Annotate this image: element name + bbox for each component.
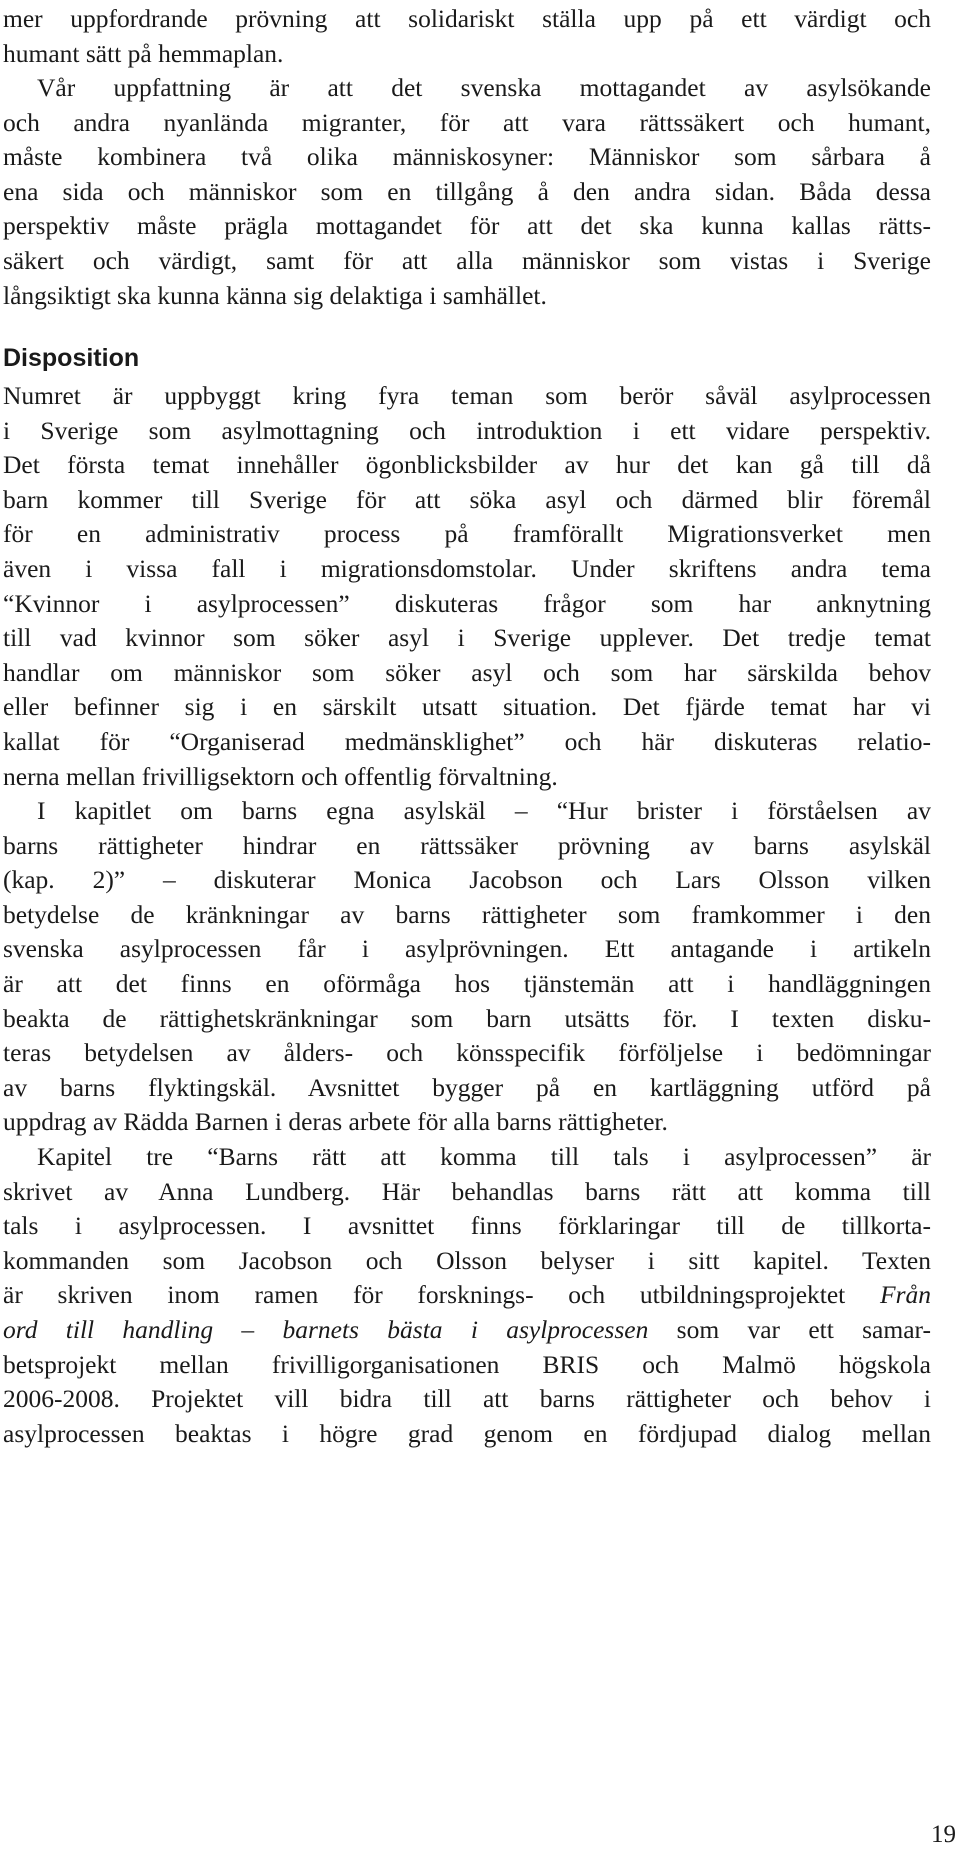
text-line: måste kombinera två olika människosyner: Människor som sårbara å — [3, 142, 931, 172]
text-line: för en administrativ process på framförallt Migrationsverket men — [3, 519, 931, 549]
text-line: betydelse de kränkningar av barns rättigheter som framkommer i den — [3, 899, 931, 929]
text-line: Det första temat innehåller ögonblicksbilder av hur det kan gå till då — [3, 450, 931, 480]
text-line: barns rättigheter hindrar en rättssäker prövning av barns asylskäl — [3, 830, 931, 860]
text-line: är att det finns en oförmåga hos tjänstemän att i handläggningen — [3, 968, 931, 998]
section-heading: Disposition — [3, 344, 140, 372]
text-line — [3, 1313, 931, 1348]
text-line: humant sätt på hemmaplan. — [3, 38, 284, 68]
text-line: Numret är uppbyggt kring fyra teman som berör såväl asylprocessen — [3, 381, 931, 410]
text-line: i Sverige som asylmottagning och introduktion i ett vidare perspektiv. — [3, 415, 931, 445]
text-line: “Kvinnor i asylprocessen” diskuteras frågor som har anknytning — [3, 588, 931, 618]
text-line: mer uppfordrande prövning att solidariskt ställa upp på ett värdigt och — [3, 4, 931, 33]
text-line: perspektiv måste prägla mottagandet för att det ska kunna kallas rätts- — [3, 211, 931, 241]
text-line: kommanden som Jacobson och Olsson belyser i sitt kapitel. Texten — [3, 1245, 931, 1275]
text-line: beakta de rättighetskränkningar som barn utsätts för. I texten disku- — [3, 1003, 931, 1033]
project-title-italic: ord till handling – barnets bästa i asylprocessen — [3, 1314, 649, 1344]
text-line: nerna mellan frivilligsektorn och offentlig förvaltning. — [3, 761, 558, 791]
text-line: eller befinner sig i en särskilt utsatt situation. Det fjärde temat har vi — [3, 692, 931, 722]
text-line: ena sida och människor som en tillgång å den andra sidan. Båda dessa — [3, 176, 931, 206]
text-line: svenska asylprocessen får i asylprövningen. Ett antagande i artikeln — [3, 934, 931, 964]
text-line: betsprojekt mellan frivilligorganisationen BRIS och Malmö högskola — [3, 1349, 931, 1379]
text-line: handlar om människor som söker asyl och som har särskilda behov — [3, 657, 931, 687]
text-segment: är skriven inom ramen för forsknings- och utbildningsprojektet — [3, 1280, 880, 1310]
page-number: 19 — [931, 1821, 956, 1848]
project-title-italic: Från — [880, 1280, 931, 1310]
text-line — [3, 1278, 931, 1313]
text-line: tals i asylprocessen. I avsnittet finns förklaringar till de tillkorta- — [3, 1211, 931, 1241]
text-line: I kapitlet om barns egna asylskäl – “Hur brister i förståelsen av — [37, 796, 931, 825]
text-segment: som var ett samar- — [648, 1314, 931, 1344]
text-line: säkert och värdigt, samt för att alla människor som vistas i Sverige — [3, 245, 931, 275]
text-line: skrivet av Anna Lundberg. Här behandlas barns rätt att komma till — [3, 1176, 931, 1206]
text-line: och andra nyanlända migranter, för att vara rättssäkert och humant, — [3, 107, 931, 137]
text-line: teras betydelsen av ålders- och könsspecifik förföljelse i bedömningar — [3, 1038, 931, 1068]
text-line: uppdrag av Rädda Barnen i deras arbete för alla barns rättigheter. — [3, 1107, 668, 1137]
paragraph-perspective — [3, 71, 931, 313]
text-line: asylprocessen beaktas i högre grad genom en fördjupad dialog mellan — [3, 1418, 931, 1448]
text-line: till vad kvinnor som söker asyl i Sverige upplever. Det tredje temat — [3, 623, 931, 653]
text-line: 2006-2008. Projektet vill bidra till att barns rättigheter och behov i — [3, 1384, 931, 1414]
text-line: av barns flyktingskäl. Avsnittet bygger på en kartläggning utförd på — [3, 1072, 931, 1102]
text-line: även i vissa fall i migrationsdomstolar. Under skriftens andra tema — [3, 553, 931, 583]
text-line: (kap. 2)” – diskuterar Monica Jacobson och Lars Olsson vilken — [3, 865, 931, 895]
paragraph-chapter-two — [3, 794, 931, 1140]
text-line: Vår uppfattning är att det svenska mottagandet av asylsökande — [37, 73, 931, 102]
paragraph-intro — [3, 2, 931, 71]
text-line: Kapitel tre “Barns rätt att komma till tals i asylprocessen” är — [37, 1142, 931, 1171]
paragraph-disposition — [3, 379, 931, 794]
text-line: långsiktigt ska kunna känna sig delaktiga i samhället. — [3, 280, 547, 310]
text-line: barn kommer till Sverige för att söka asyl och därmed blir föremål — [3, 484, 931, 514]
text-line: kallat för “Organiserad medmänsklighet” och här diskuteras relatio- — [3, 726, 931, 756]
paragraph-chapter-three — [3, 1140, 931, 1451]
